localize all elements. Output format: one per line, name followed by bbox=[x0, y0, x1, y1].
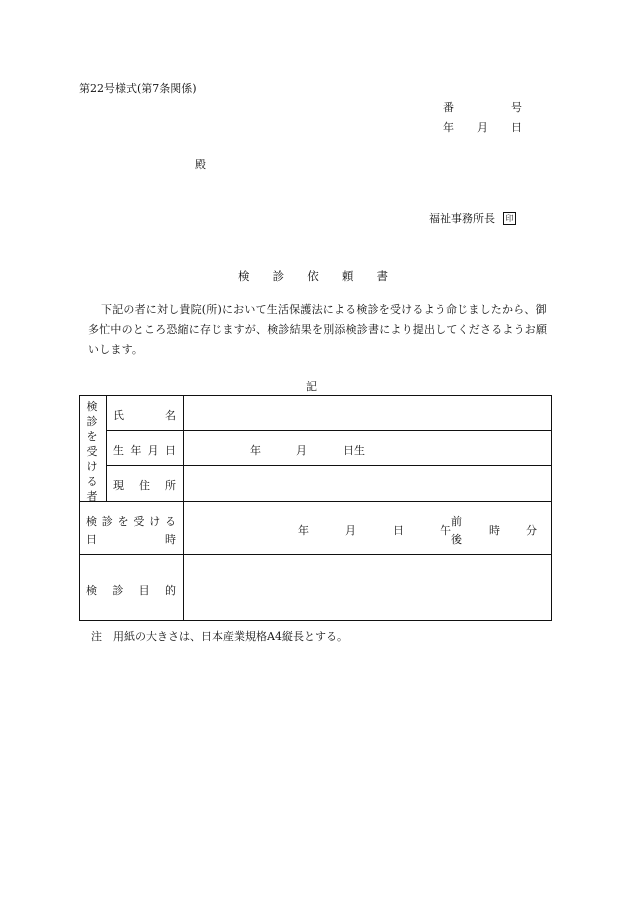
title-char: 検 bbox=[238, 269, 250, 283]
group-label-char: る bbox=[86, 475, 98, 488]
label-char: 受 bbox=[133, 515, 145, 528]
footnote: 注 用紙の大きさは、日本産業規格A4縦長とする。 bbox=[91, 630, 348, 643]
label-char: 時 bbox=[165, 533, 176, 546]
label-char: る bbox=[164, 515, 176, 528]
label-char: け bbox=[149, 515, 161, 528]
title-char: 書 bbox=[376, 269, 388, 283]
label-char: 的 bbox=[164, 584, 176, 597]
birthdate-label bbox=[113, 442, 176, 458]
group-label-char: 診 bbox=[86, 415, 98, 428]
group-label-char: 者 bbox=[86, 490, 98, 503]
date-year-label: 年 bbox=[443, 121, 454, 134]
birth-day-label: 日生 bbox=[343, 444, 365, 457]
label-char: を bbox=[117, 515, 129, 528]
label-char: 住 bbox=[139, 479, 150, 492]
issuer-title: 福祉事務所長 bbox=[429, 212, 495, 225]
exam-month-label: 月 bbox=[345, 524, 356, 537]
label-char: 検 bbox=[86, 515, 97, 528]
examinee-table bbox=[79, 395, 552, 621]
label-char: 検 bbox=[86, 584, 97, 597]
group-label-char: 受 bbox=[86, 445, 98, 458]
birth-month-label: 月 bbox=[296, 444, 307, 457]
document-number-line bbox=[443, 99, 522, 115]
label-char: 現 bbox=[113, 479, 124, 492]
issuer-line bbox=[429, 210, 516, 226]
title-char: 診 bbox=[272, 269, 285, 283]
title-char: 頼 bbox=[341, 269, 354, 283]
label-divider-line bbox=[183, 396, 184, 620]
group-divider-line bbox=[106, 396, 107, 502]
go-label: 号 bbox=[511, 101, 522, 114]
label-char: 日 bbox=[86, 533, 97, 546]
document-date-line bbox=[443, 119, 522, 135]
purpose-label bbox=[86, 582, 176, 598]
seal-box: 印 bbox=[503, 212, 516, 225]
ban-label: 番 bbox=[443, 101, 454, 114]
name-label bbox=[113, 407, 176, 423]
label-char: 日 bbox=[164, 444, 176, 457]
label-char: 診 bbox=[112, 584, 124, 597]
group-label-char: 検 bbox=[86, 400, 98, 413]
request-body-text: 下記の者に対し貴院(所)において生活保護法による検診を受けるよう命じましたから、御多忙中のところ恐縮に存じますが、検診結果を別添検診書により提出してくださるようお願いします。 bbox=[88, 303, 548, 356]
label-char: 目 bbox=[138, 584, 150, 597]
address-label bbox=[113, 477, 176, 493]
ki-heading: 記 bbox=[306, 380, 317, 393]
gozen-label: 前 bbox=[451, 515, 462, 528]
date-month-label: 月 bbox=[477, 121, 488, 134]
group-label-char: け bbox=[86, 460, 98, 473]
examinee-group-label bbox=[83, 399, 101, 504]
label-char: 診 bbox=[101, 515, 113, 528]
exam-date-label-line1 bbox=[86, 513, 176, 529]
form-number: 第22号様式(第7条関係) bbox=[79, 82, 197, 95]
label-char: 月 bbox=[147, 444, 159, 457]
label-char: 年 bbox=[130, 444, 142, 457]
document-title bbox=[238, 268, 388, 284]
label-char: 名 bbox=[165, 409, 176, 422]
addressee-suffix: 殿 bbox=[195, 158, 206, 171]
group-label-char: を bbox=[86, 430, 98, 443]
exam-minute-label: 分 bbox=[526, 524, 537, 537]
label-char: 氏 bbox=[113, 409, 124, 422]
exam-year-label: 年 bbox=[298, 524, 309, 537]
date-day-label: 日 bbox=[511, 121, 522, 134]
exam-day-label: 日 bbox=[393, 524, 404, 537]
label-char: 所 bbox=[165, 479, 176, 492]
exam-hour-label: 時 bbox=[489, 524, 500, 537]
exam-date-label-line2 bbox=[86, 531, 176, 547]
gogo-label: 後 bbox=[451, 533, 462, 546]
birth-year-label: 年 bbox=[250, 444, 261, 457]
go-label: 午 bbox=[440, 524, 451, 537]
title-char: 依 bbox=[307, 269, 319, 283]
label-char: 生 bbox=[113, 444, 124, 457]
